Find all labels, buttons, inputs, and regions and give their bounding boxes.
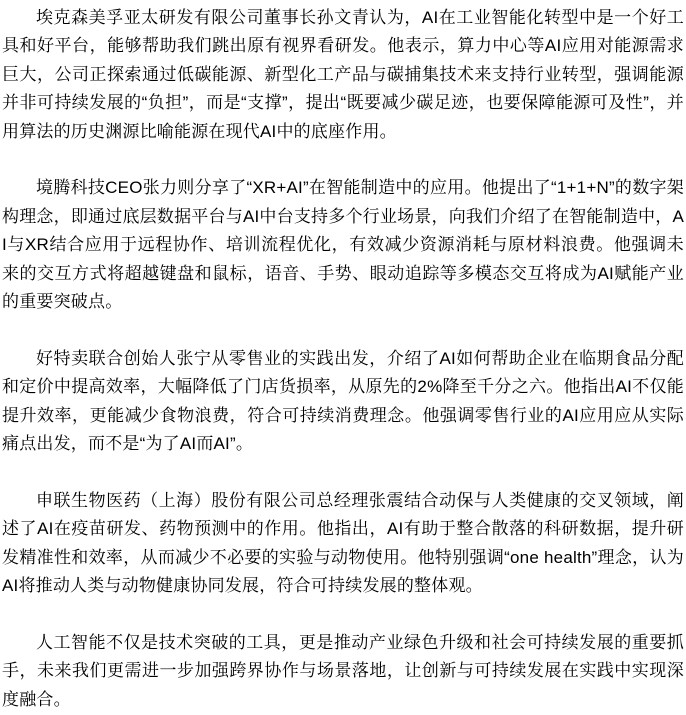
paragraph-conclusion: 人工智能不仅是技术突破的工具，更是推动产业绿色升级和社会可持续发展的重要抓手，未来我们更需进一步加强跨界协作与场景落地，让创新与可持续发展在实践中实现深度融合。 (2, 632, 684, 709)
paragraph-jingteng-xr-ai: 境腾科技CEO张力则分享了“XR+AI”在智能制造中的应用。他提出了“1+1+N”的数字架构理念，即通过底层数据平台与AI中台支持多个行业场景，向我们介绍了在智能制造中，AI与XR结合应用于远程协作、培训流程优化，有效减少资源消耗与原材料浪费。他强调未来的交互方式将超越键盘和鼠标，语音、手势、眼动追踪等多模态交互将成为AI赋能产业的重要突破点。 (2, 178, 684, 312)
paragraph-shenlian-biomedicine: 申联生物医药（上海）股份有限公司总经理张震结合动保与人类健康的交叉领域，阐述了AI在疫苗研发、药物预测中的作用。他指出，AI有助于整合散落的科研数据，提升研发精准性和效率，从而减少不必要的实验与动物使用。他特别强调“one health”理念，认为AI将推动人类与动物健康协同发展，符合可持续发展的整体观。 (2, 490, 684, 596)
paragraph-exxonmobil: 埃克森美孚亚太研发有限公司董事长孙文青认为，AI在工业智能化转型中是一个好工具和好平台，能够帮助我们跳出原有视界看研发。他表示，算力中心等AI应用对能源需求巨大，公司正探索通过低碳能源、新型化工产品与碳捕集技术来支持行业转型，强调能源并非可持续发展的“负担”，而是“支撑”，提出“既要减少碳足迹，也要保障能源可及性”，并用算法的历史渊源比喻能源在现代AI中的底座作用。 (2, 8, 684, 141)
paragraph-hotmaxx-retail: 好特卖联合创始人张宁从零售业的实践出发，介绍了AI如何帮助企业在临期食品分配和定价中提高效率，大幅降低了门店货损率，从原先的2%降至千分之六。他指出AI不仅能提升效率，更能减少食物浪费，符合可持续消费理念。他强调零售行业的AI应用应从实际痛点出发，而不是“为了AI而AI”。 (2, 348, 684, 454)
